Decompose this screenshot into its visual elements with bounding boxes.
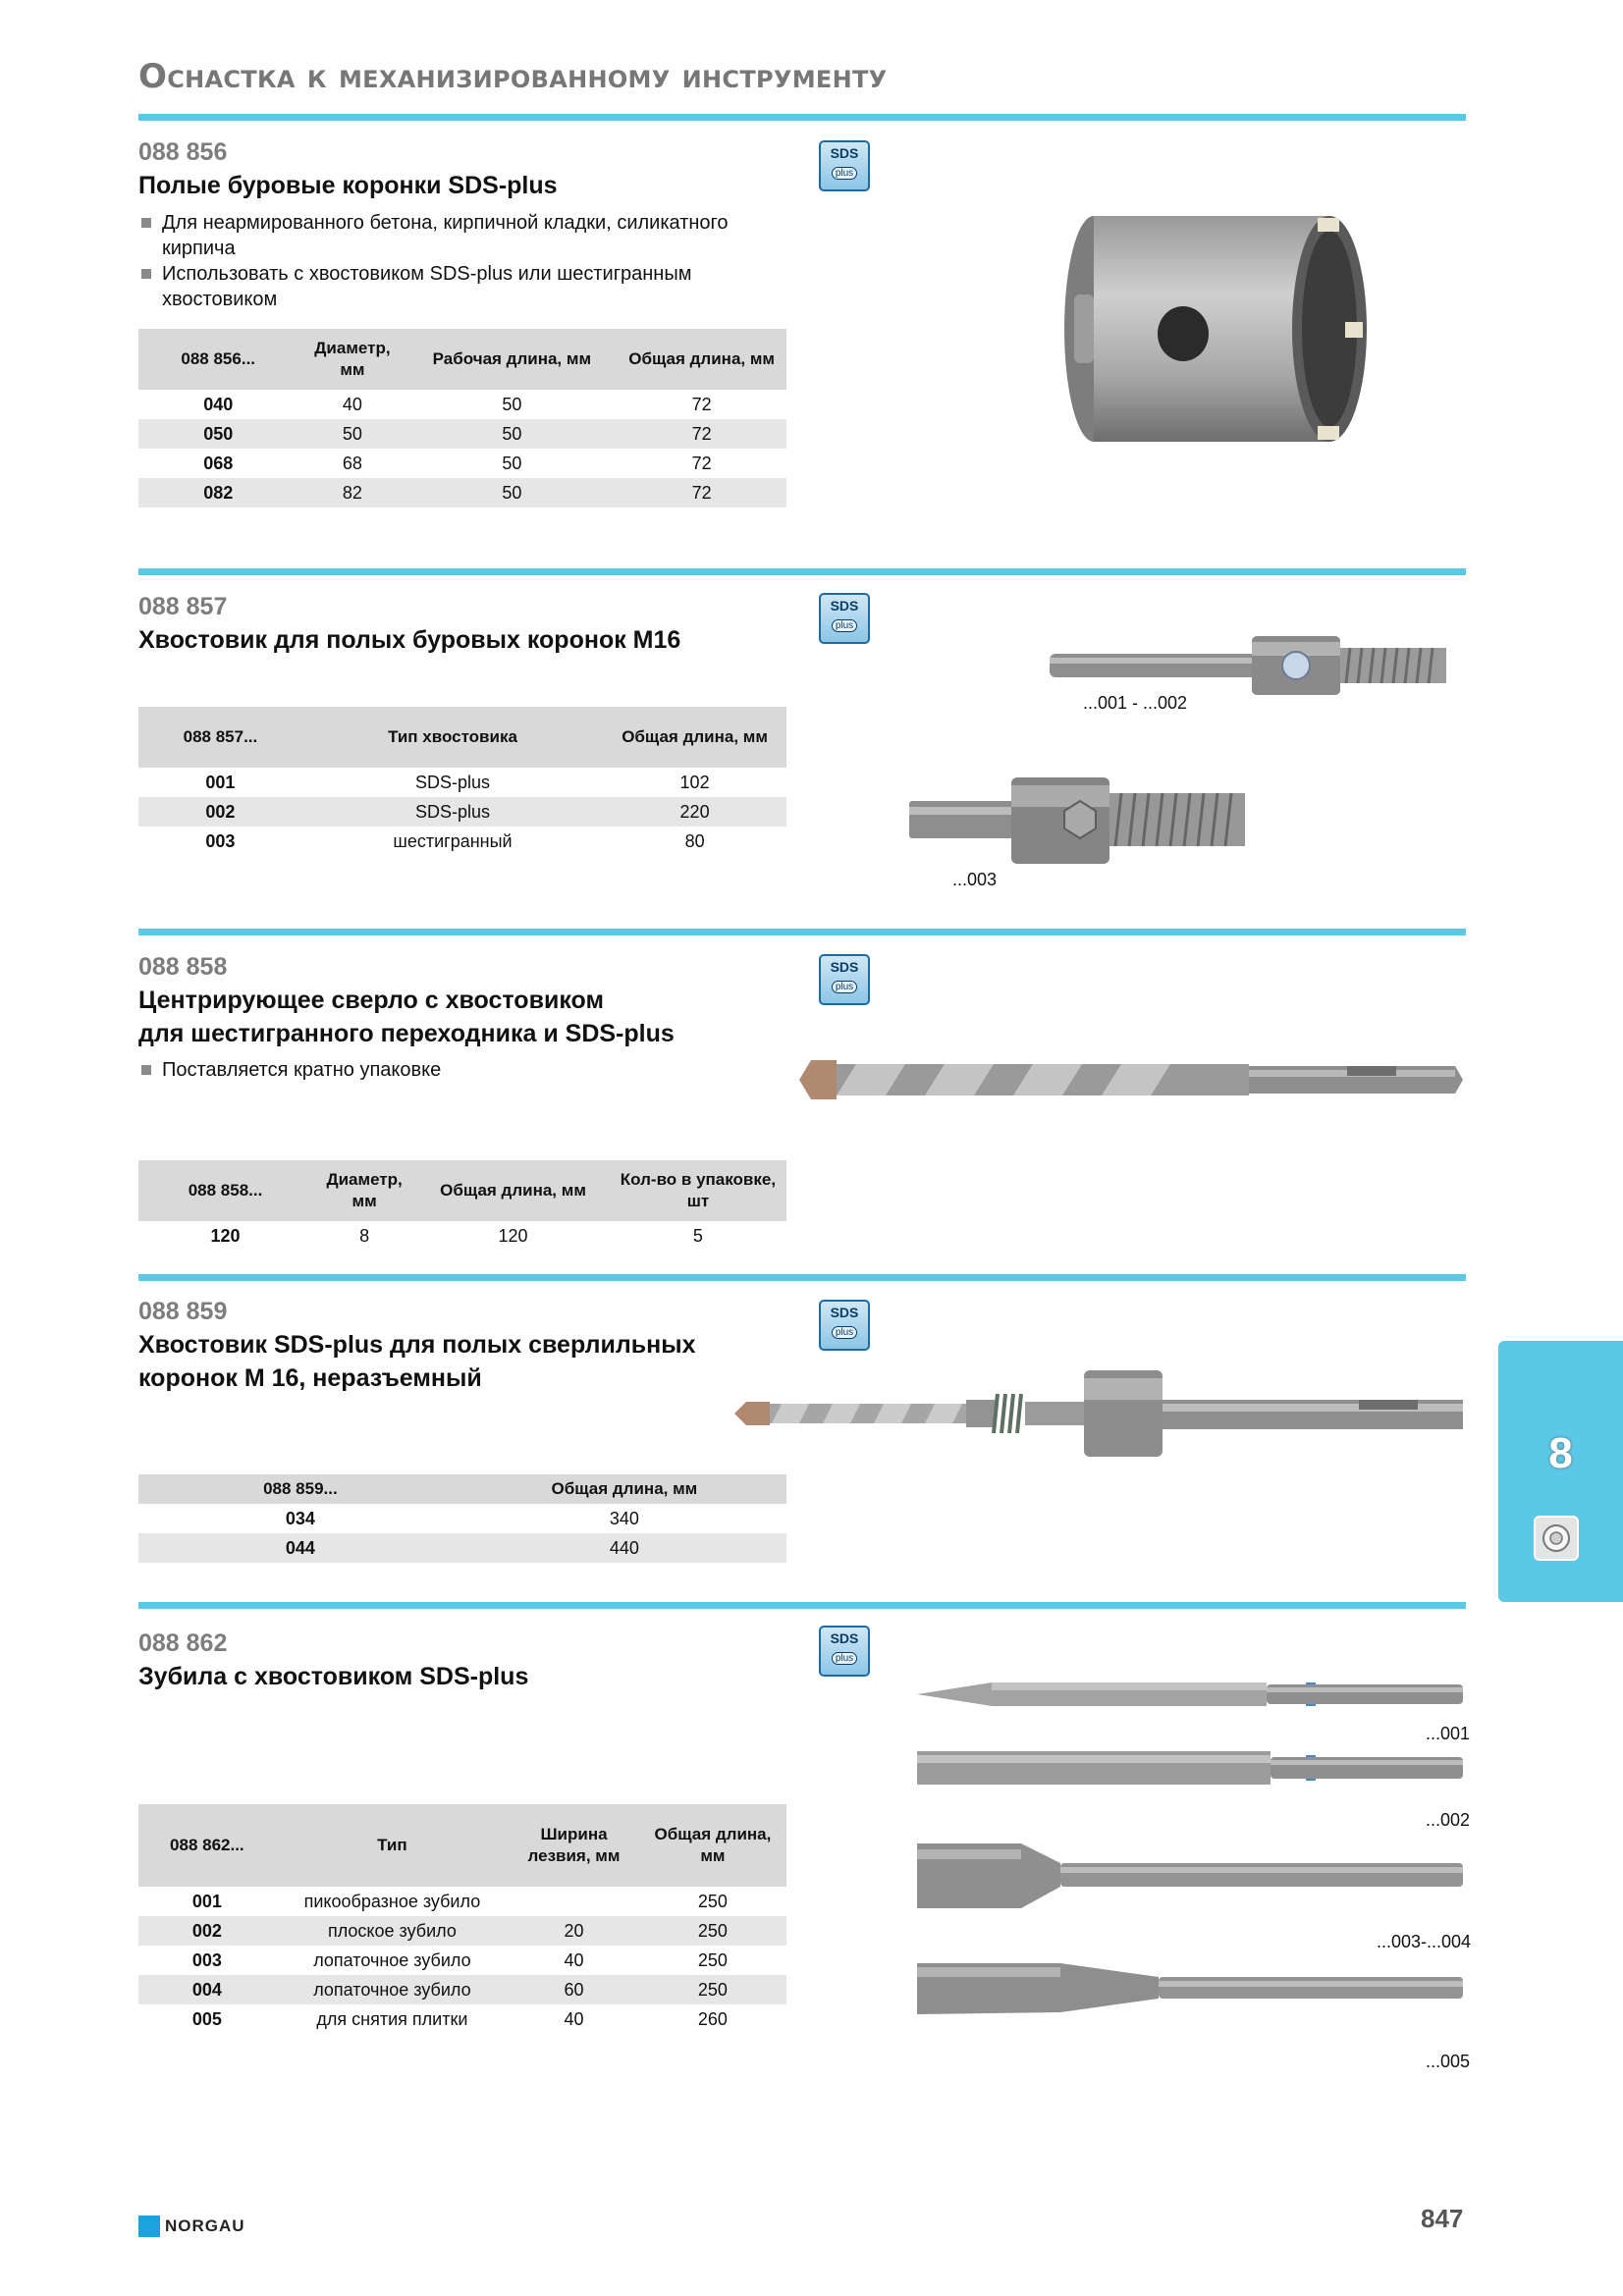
table-cell: лопаточное зубило (276, 1975, 509, 2004)
section-divider (138, 568, 1466, 575)
table-cell: 003 (205, 830, 236, 851)
table-cell: шестигранный (393, 830, 513, 851)
table-row (138, 2004, 786, 2034)
table-cell: 250 (697, 1891, 728, 1911)
table-cell: SDS-plus (415, 772, 491, 792)
table-row (138, 478, 786, 507)
table-cell: 001 (205, 772, 236, 792)
table-cell: 60 (509, 1975, 639, 2004)
product-title: Центрирующее сверло с хвостовиком (138, 987, 604, 1014)
badge-label: SDS (830, 145, 859, 161)
table-cell: 220 (603, 797, 786, 827)
badge-sublabel: plus (832, 1652, 857, 1665)
table-row (138, 1504, 786, 1533)
table-cell: 005 (191, 2008, 222, 2029)
spec-table (138, 1160, 786, 1251)
sds-plus-badge-icon (819, 593, 870, 644)
table-cell: 260 (697, 2008, 728, 2029)
product-title: для шестигранного переходника и SDS-plus (138, 1020, 675, 1047)
table-row (138, 797, 786, 827)
brand-name: NORGAU (165, 2216, 245, 2235)
column-header: Общая длина, мм (462, 1474, 786, 1504)
table-header-row (138, 1160, 786, 1221)
table-cell: 002 (138, 1916, 276, 1946)
table-cell: 120 (498, 1225, 528, 1246)
table-cell: 250 (639, 1975, 786, 2004)
badge-sublabel: plus (832, 1326, 857, 1339)
column-header: Ширина лезвия, мм (509, 1804, 639, 1887)
table-cell: 068 (203, 453, 234, 473)
table-cell: пикообразное зубило (303, 1891, 481, 1911)
table-cell: 40 (564, 1949, 584, 1970)
table-header-row (138, 707, 786, 768)
table-header-row (138, 1474, 786, 1504)
product-title: Хвостовик для полых буровых коронок M16 (138, 626, 681, 654)
sds-plus-badge-icon (819, 140, 870, 191)
sds-plus-badge-icon (819, 1300, 870, 1351)
table-row (138, 419, 786, 449)
table-cell: 50 (298, 419, 406, 449)
table-cell: 340 (609, 1508, 639, 1528)
table-row (138, 1221, 786, 1251)
table-cell: плоское зубило (276, 1916, 509, 1946)
column-header: Тип (276, 1804, 509, 1887)
table-row (138, 1975, 786, 2004)
table-cell: лопаточное зубило (313, 1949, 471, 1970)
table-cell: 044 (138, 1533, 462, 1563)
column-header: 088 858... (138, 1160, 312, 1221)
sds-plus-badge-icon (819, 1626, 870, 1677)
table-cell: 82 (298, 478, 406, 507)
table-cell: 440 (462, 1533, 786, 1563)
table-cell: 20 (509, 1916, 639, 1946)
table-cell: 72 (617, 478, 786, 507)
product-title: Хвостовик SDS-plus для полых сверлильных (138, 1331, 696, 1359)
table-cell: 80 (684, 830, 705, 851)
table-cell: 68 (342, 453, 362, 473)
column-header: Общая длина, мм (603, 707, 786, 768)
feature-list (138, 210, 747, 312)
table-row (138, 1946, 786, 1975)
table-cell: 50 (406, 478, 617, 507)
image-caption: ...001 - ...002 (1083, 693, 1188, 713)
sds-plus-badge-icon (819, 954, 870, 1005)
column-header: 088 856... (138, 329, 298, 390)
chapter-number: 8 (1548, 1429, 1573, 1477)
image-caption: ...005 (1426, 2052, 1471, 2071)
article-number: 088 858 (138, 953, 228, 981)
column-header: 088 862... (138, 1804, 276, 1887)
table-row (138, 1887, 786, 1916)
badge-label: SDS (830, 1305, 859, 1320)
image-caption: ...002 (1426, 1810, 1471, 1830)
column-header: Тип хвостовика (302, 707, 603, 768)
table-cell: 250 (639, 1916, 786, 1946)
sds-plus-adapter-with-drill-image (730, 1364, 1467, 1472)
column-header: Общая длина, мм (416, 1160, 610, 1221)
section-divider (138, 1274, 1466, 1281)
product-title: коронок M 16, неразъемный (138, 1364, 482, 1392)
chisels-image (913, 1669, 1471, 2081)
feature-list (138, 1057, 747, 1083)
column-header: Диаметр, мм (298, 329, 406, 390)
feature-item: Для неармированного бетона, кирпичной кладки, силикатного кирпича (138, 210, 747, 261)
disc-icon (1534, 1516, 1579, 1561)
article-number: 088 856 (138, 138, 228, 166)
badge-sublabel: plus (832, 981, 857, 993)
article-number: 088 859 (138, 1298, 228, 1325)
badge-label: SDS (830, 1630, 859, 1646)
table-header-row (138, 1804, 786, 1887)
table-cell (509, 1887, 639, 1916)
table-cell: 040 (203, 394, 234, 414)
badge-label: SDS (830, 598, 859, 614)
table-row (138, 768, 786, 797)
spec-table (138, 707, 786, 856)
product-title: Полые буровые коронки SDS-plus (138, 172, 558, 199)
table-cell: 120 (210, 1225, 241, 1246)
article-number: 088 857 (138, 593, 228, 620)
image-caption: ...003-...004 (1377, 1932, 1472, 1951)
table-row (138, 1916, 786, 1946)
page-number: 847 (1421, 2204, 1464, 2233)
table-cell: SDS-plus (302, 797, 603, 827)
column-header: Кол-во в упаковке, шт (610, 1160, 786, 1221)
section-divider (138, 114, 1466, 121)
feature-item: Поставляется кратно упаковке (138, 1057, 747, 1083)
article-number: 088 862 (138, 1629, 228, 1657)
image-caption: ...003 (952, 870, 998, 889)
table-cell: 082 (138, 478, 298, 507)
table-cell: 5 (692, 1225, 703, 1246)
table-cell: 40 (342, 394, 362, 414)
table-cell: 034 (285, 1508, 315, 1528)
column-header: Общая длина, мм (617, 329, 786, 390)
feature-item: Использовать с хвостовиком SDS-plus или шестигранным хвостовиком (138, 261, 747, 312)
column-header: Диаметр, мм (312, 1160, 416, 1221)
spec-table (138, 329, 786, 507)
column-header: 088 857... (138, 707, 302, 768)
hollow-core-bit-image (1060, 196, 1384, 471)
table-cell: 50 (502, 453, 522, 473)
spec-table (138, 1804, 786, 2034)
table-cell: 250 (697, 1949, 728, 1970)
table-row (138, 390, 786, 419)
table-row (138, 449, 786, 478)
table-cell: 102 (679, 772, 710, 792)
table-cell: для снятия плитки (316, 2008, 468, 2029)
table-cell: 004 (138, 1975, 276, 2004)
badge-sublabel: plus (832, 167, 857, 180)
table-cell: 8 (359, 1225, 370, 1246)
badge-label: SDS (830, 959, 859, 975)
brand-logo (138, 2216, 245, 2237)
column-header: Рабочая длина, мм (406, 329, 617, 390)
table-cell: 003 (191, 1949, 222, 1970)
table-header-row (138, 329, 786, 390)
section-divider (138, 1602, 1466, 1609)
table-cell: 50 (502, 394, 522, 414)
spec-table (138, 1474, 786, 1563)
section-divider (138, 929, 1466, 935)
chapter-tab (1498, 1341, 1623, 1602)
logo-square-icon (138, 2216, 160, 2237)
badge-sublabel: plus (832, 619, 857, 632)
product-title: Зубила с хвостовиком SDS-plus (138, 1663, 529, 1690)
table-cell: 72 (691, 394, 712, 414)
table-cell: 72 (691, 453, 712, 473)
table-row (138, 1533, 786, 1563)
table-cell: 050 (138, 419, 298, 449)
column-header: 088 859... (138, 1474, 462, 1504)
table-cell: 40 (564, 2008, 584, 2029)
page-title: Оснастка к механизированному инструменту (138, 57, 888, 96)
table-cell: 50 (406, 419, 617, 449)
table-row (138, 827, 786, 856)
hex-adapter-image (903, 772, 1252, 870)
table-cell: 002 (138, 797, 302, 827)
column-header: Общая длина, мм (639, 1804, 786, 1887)
centering-drill-image (797, 1048, 1465, 1111)
table-cell: 72 (617, 419, 786, 449)
table-cell: 001 (191, 1891, 222, 1911)
image-caption: ...001 (1426, 1724, 1471, 1743)
